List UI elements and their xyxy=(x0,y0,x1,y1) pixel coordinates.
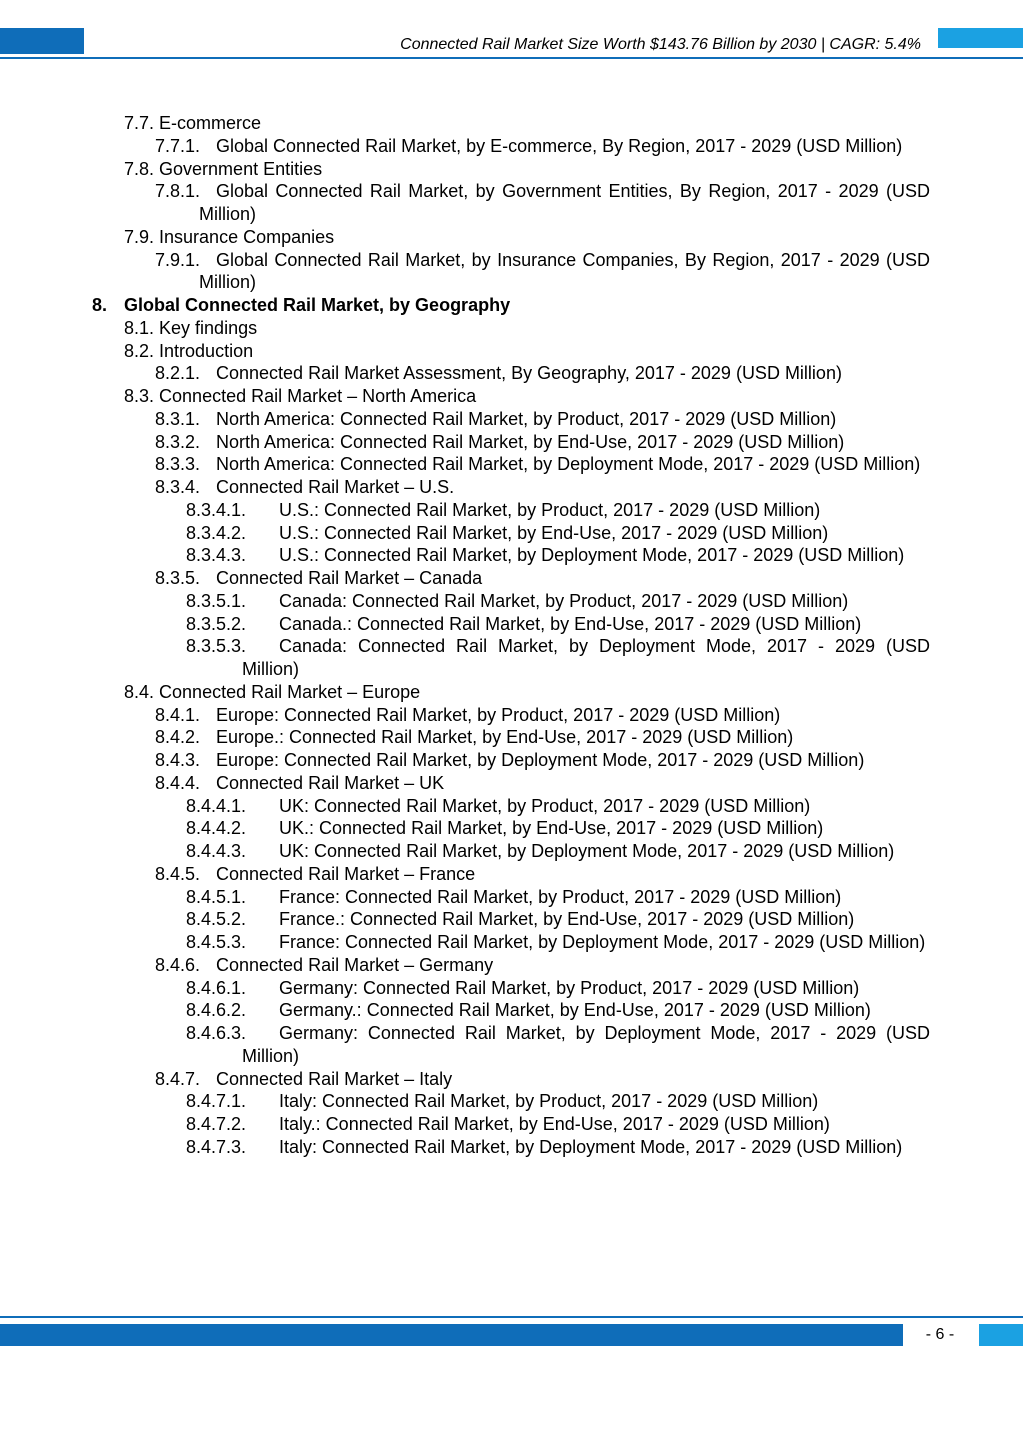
toc-entry-level-2[interactable] xyxy=(0,385,1023,408)
toc-entry-title: Europe: Connected Rail Market, by Product, 2017 - 2029 (USD Million) xyxy=(216,704,781,725)
toc-entry-title: Government Entities xyxy=(159,158,323,179)
toc-entry-title: Germany: Connected Rail Market, by Deployment Mode, 2017 - 2029 (USD Million) xyxy=(242,1023,930,1066)
toc-entry-number: 8.4.5.2. xyxy=(186,909,247,930)
toc-entry-number: 8.4.7.3. xyxy=(186,1136,247,1157)
footer-rule xyxy=(0,1316,1023,1318)
toc-entry-level-4[interactable] xyxy=(0,931,1023,954)
toc-entry-title: Introduction xyxy=(159,340,254,361)
toc-entry-title: Italy: Connected Rail Market, by Product, 2017 - 2029 (USD Million) xyxy=(279,1091,819,1112)
toc-entry-level-4[interactable] xyxy=(0,522,1023,545)
toc-entry-number: 8.4.5. xyxy=(155,863,201,884)
toc-entry-title: Connected Rail Market – Italy xyxy=(216,1068,453,1089)
toc-entry-level-2[interactable] xyxy=(0,112,1023,135)
toc-entry-title: Connected Rail Market – Germany xyxy=(216,954,494,975)
toc-entry-number: 8.3.5. xyxy=(155,568,201,588)
toc-entry-number: 8.4.6.3. xyxy=(186,1023,247,1043)
toc-entry-title: North America: Connected Rail Market, by Deployment Mode, 2017 - 2029 (USD Million) xyxy=(216,454,921,475)
toc-entry-title: Europe: Connected Rail Market, by Deployment Mode, 2017 - 2029 (USD Million) xyxy=(216,750,865,770)
toc-entry-number: 8.4.6.2. xyxy=(186,1000,247,1021)
toc-entry-level-3[interactable] xyxy=(0,772,1023,795)
toc-entry-level-4[interactable] xyxy=(0,817,1023,840)
toc-entry-number: 7.9.1. xyxy=(155,249,201,270)
toc-entry-number: 8.4.6.1. xyxy=(186,977,247,998)
toc-entry-level-3[interactable] xyxy=(0,362,1023,385)
toc-entry-level-4[interactable] xyxy=(0,999,1023,1022)
toc-entry-title: Canada: Connected Rail Market, by Deployment Mode, 2017 - 2029 (USD Million) xyxy=(242,636,930,679)
toc-entry-number: 8.3. xyxy=(124,386,155,406)
toc-entry-level-4[interactable] xyxy=(0,499,1023,522)
toc-entry-title: Germany: Connected Rail Market, by Product, 2017 - 2029 (USD Million) xyxy=(279,977,860,998)
toc-entry-level-4[interactable] xyxy=(0,1136,1023,1159)
toc-entry-level-4[interactable] xyxy=(0,908,1023,931)
toc-entry-level-4[interactable] xyxy=(0,1090,1023,1113)
toc-entry-number: 7.7.1. xyxy=(155,135,201,156)
toc-entry-number: 7.9. xyxy=(124,226,155,247)
toc-entry-number: 8.2. xyxy=(124,340,155,361)
toc-entry-title: Connected Rail Market – North America xyxy=(159,386,477,406)
toc-entry-level-3[interactable] xyxy=(0,431,1023,454)
toc-entry-level-4[interactable] xyxy=(0,635,1023,681)
toc-entry-title: Italy.: Connected Rail Market, by End-Use, 2017 - 2029 (USD Million) xyxy=(279,1114,830,1134)
toc-entry-number: 8.4.2. xyxy=(155,727,201,748)
toc-entry-title: North America: Connected Rail Market, by Product, 2017 - 2029 (USD Million) xyxy=(216,408,837,429)
toc-entry-number: 8.3.2. xyxy=(155,431,201,452)
toc-entry-number: 8.4.4.3. xyxy=(186,841,247,861)
header-accent-right xyxy=(938,28,1023,48)
toc-entry-title: Connected Rail Market – UK xyxy=(216,772,445,793)
toc-entry-number: 8.3.1. xyxy=(155,408,201,429)
toc-entry-title: France: Connected Rail Market, by Deployment Mode, 2017 - 2029 (USD Million) xyxy=(279,932,926,952)
toc-entry-number: 8.4.5.1. xyxy=(186,886,247,907)
toc-entry-number: 8.1. xyxy=(124,317,155,338)
toc-entry-title: France.: Connected Rail Market, by End-Use, 2017 - 2029 (USD Million) xyxy=(279,909,855,930)
toc-entry-number: 8.4.7. xyxy=(155,1068,201,1089)
toc-entry-number: 8.4.3. xyxy=(155,750,201,770)
toc-entry-level-4[interactable] xyxy=(0,544,1023,567)
toc-entry-title: Italy: Connected Rail Market, by Deployment Mode, 2017 - 2029 (USD Million) xyxy=(279,1136,903,1157)
toc-entry-level-3[interactable] xyxy=(0,180,1023,226)
toc-entry-title: UK.: Connected Rail Market, by End-Use, 2017 - 2029 (USD Million) xyxy=(279,818,824,839)
toc-entry-number: 7.8.1. xyxy=(155,181,201,202)
page-number: - 6 - xyxy=(925,1326,955,1343)
toc-entry-title: Germany.: Connected Rail Market, by End-Use, 2017 - 2029 (USD Million) xyxy=(279,1000,871,1021)
toc-entry-level-4[interactable] xyxy=(0,590,1023,613)
footer-bar xyxy=(0,1324,903,1346)
toc-entry-number: 8.4.6. xyxy=(155,954,201,975)
toc-entry-number: 8.4.4. xyxy=(155,772,201,793)
toc-entry-title: Connected Rail Market Assessment, By Geography, 2017 - 2029 (USD Million) xyxy=(216,363,842,384)
toc-entry-level-4[interactable] xyxy=(0,795,1023,818)
toc-entry-number: 8.4.7.1. xyxy=(186,1091,247,1112)
toc-entry-title: Key findings xyxy=(159,317,258,338)
toc-entry-level-3[interactable] xyxy=(0,863,1023,886)
toc-entry-number: 7.8. xyxy=(124,158,155,179)
toc-entry-title: Connected Rail Market – France xyxy=(216,863,476,884)
toc-entry-title: France: Connected Rail Market, by Product, 2017 - 2029 (USD Million) xyxy=(279,886,842,907)
toc-entry-number: 8.4.5.3. xyxy=(186,932,247,952)
toc-entry-level-3[interactable] xyxy=(0,1068,1023,1091)
toc-entry-title: UK: Connected Rail Market, by Product, 2017 - 2029 (USD Million) xyxy=(279,795,811,816)
toc-entry-number: 8. xyxy=(92,295,108,315)
toc-entry-title: Global Connected Rail Market, by Insurance Companies, By Region, 2017 - 2029 (USD Million) xyxy=(199,249,930,293)
toc-entry-title: Global Connected Rail Market, by E-commerce, By Region, 2017 - 2029 (USD Million) xyxy=(216,135,903,156)
toc-entry-number: 8.3.5.2. xyxy=(186,613,247,634)
toc-entry-title: Connected Rail Market – Canada xyxy=(216,568,483,588)
toc-entry-level-1[interactable] xyxy=(0,294,1023,317)
toc-entry-level-3[interactable] xyxy=(0,408,1023,431)
toc-entry-title: Connected Rail Market – U.S. xyxy=(216,477,455,497)
toc-entry-level-2[interactable] xyxy=(0,158,1023,181)
toc-entry-level-3[interactable] xyxy=(0,726,1023,749)
toc-entry-level-3[interactable] xyxy=(0,476,1023,499)
toc-entry-number: 8.4.4.2. xyxy=(186,818,247,839)
table-of-contents xyxy=(0,112,1023,1159)
toc-entry-title: U.S.: Connected Rail Market, by Deployment Mode, 2017 - 2029 (USD Million) xyxy=(279,545,905,566)
toc-entry-number: 8.3.4.1. xyxy=(186,499,247,520)
toc-entry-number: 8.4. xyxy=(124,681,155,702)
toc-entry-level-3[interactable] xyxy=(0,453,1023,476)
toc-entry-level-3[interactable] xyxy=(0,249,1023,295)
toc-entry-level-3[interactable] xyxy=(0,704,1023,727)
toc-entry-level-3[interactable] xyxy=(0,749,1023,772)
toc-entry-title: North America: Connected Rail Market, by End-Use, 2017 - 2029 (USD Million) xyxy=(216,431,845,452)
toc-entry-level-2[interactable] xyxy=(0,681,1023,704)
toc-entry-level-3[interactable] xyxy=(0,567,1023,590)
footer-accent-right xyxy=(979,1324,1023,1346)
toc-entry-title: Connected Rail Market – Europe xyxy=(159,681,421,702)
toc-entry-level-4[interactable] xyxy=(0,1022,1023,1068)
running-header-title: Connected Rail Market Size Worth $143.76 Billion by 2030 | CAGR: 5.4% xyxy=(400,36,921,53)
toc-entry-level-4[interactable] xyxy=(0,613,1023,636)
toc-entry-level-2[interactable] xyxy=(0,317,1023,340)
toc-entry-number: 7.7. xyxy=(124,113,155,133)
toc-entry-title: Global Connected Rail Market, by Government Entities, By Region, 2017 - 2029 (USD Million) xyxy=(199,181,930,224)
toc-entry-title: Canada.: Connected Rail Market, by End-Use, 2017 - 2029 (USD Million) xyxy=(279,613,862,634)
toc-entry-level-3[interactable] xyxy=(0,954,1023,977)
toc-entry-number: 8.2.1. xyxy=(155,363,201,384)
toc-entry-level-2[interactable] xyxy=(0,226,1023,249)
toc-entry-title: E-commerce xyxy=(159,113,262,133)
toc-entry-number: 8.3.4.2. xyxy=(186,522,247,543)
header-rule xyxy=(0,57,1023,59)
toc-entry-level-4[interactable] xyxy=(0,886,1023,909)
toc-entry-number: 8.4.4.1. xyxy=(186,795,247,816)
toc-entry-number: 8.3.4. xyxy=(155,477,201,497)
toc-entry-title: U.S.: Connected Rail Market, by Product, 2017 - 2029 (USD Million) xyxy=(279,499,821,520)
toc-entry-title: Europe.: Connected Rail Market, by End-Use, 2017 - 2029 (USD Million) xyxy=(216,727,794,748)
toc-entry-level-4[interactable] xyxy=(0,977,1023,1000)
toc-entry-level-2[interactable] xyxy=(0,340,1023,363)
toc-entry-level-4[interactable] xyxy=(0,840,1023,863)
toc-entry-title: Canada: Connected Rail Market, by Product, 2017 - 2029 (USD Million) xyxy=(279,590,849,611)
toc-entry-number: 8.3.4.3. xyxy=(186,545,247,566)
toc-entry-number: 8.3.3. xyxy=(155,454,201,475)
toc-entry-title: U.S.: Connected Rail Market, by End-Use, 2017 - 2029 (USD Million) xyxy=(279,522,829,543)
toc-entry-number: 8.4.1. xyxy=(155,704,201,725)
toc-entry-number: 8.3.5.1. xyxy=(186,590,247,611)
toc-entry-title: Global Connected Rail Market, by Geography xyxy=(124,295,511,315)
toc-entry-level-4[interactable] xyxy=(0,1113,1023,1136)
toc-entry-level-3[interactable] xyxy=(0,135,1023,158)
toc-entry-title: UK: Connected Rail Market, by Deployment Mode, 2017 - 2029 (USD Million) xyxy=(279,841,895,861)
toc-entry-title: Insurance Companies xyxy=(159,226,335,247)
toc-entry-number: 8.3.5.3. xyxy=(186,636,247,657)
toc-entry-number: 8.4.7.2. xyxy=(186,1114,247,1134)
